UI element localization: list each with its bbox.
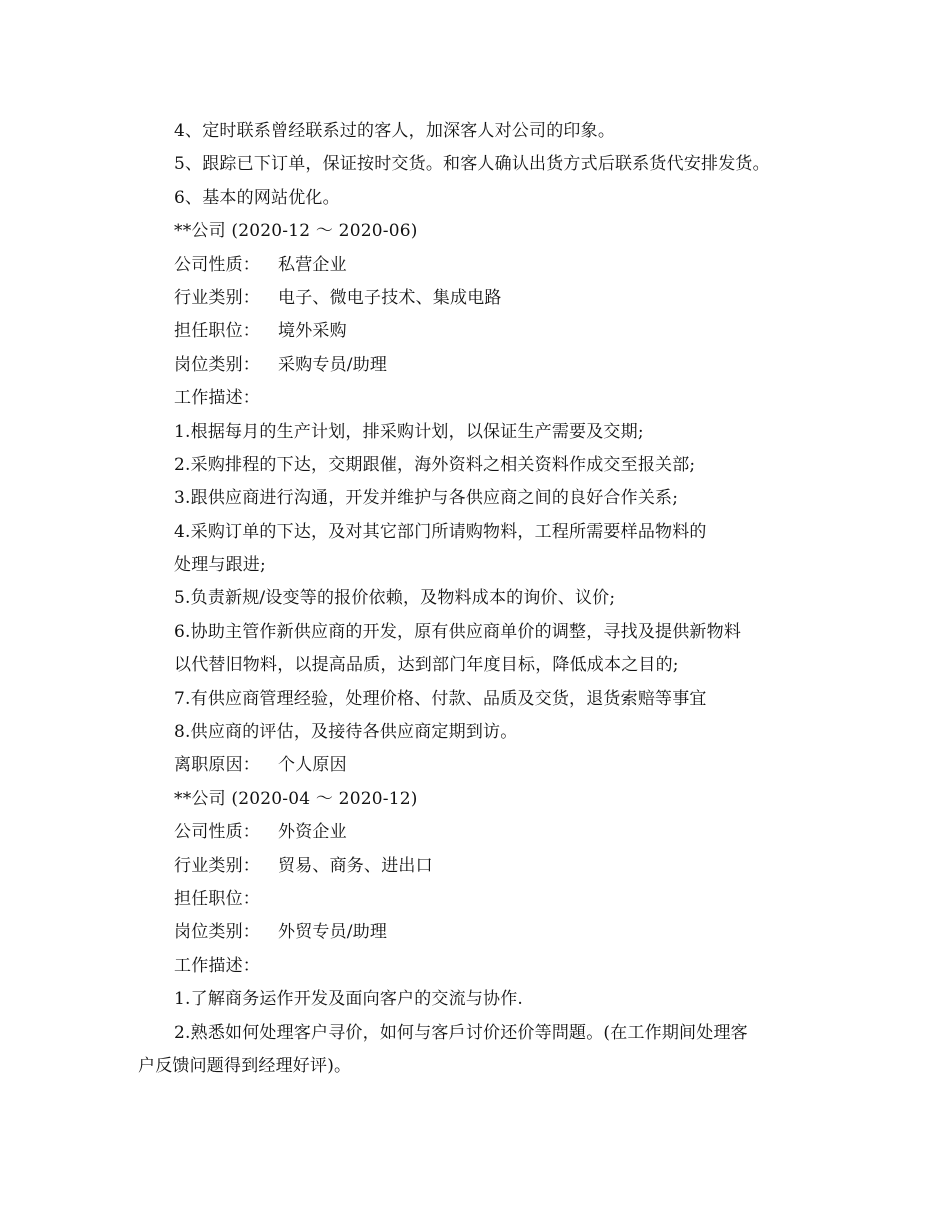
company1-desc-label: 工作描述： [174, 388, 260, 409]
company1-industry [174, 282, 854, 315]
company1-industry-value: 电子、微电子技术、集成电路 [278, 287, 502, 308]
company1-header: **公司 (2020-12 ～ 2020-06) [174, 221, 418, 242]
company1-nature-label: 公司性质： [174, 254, 260, 275]
company2-category-label: 岗位类别： [174, 922, 260, 943]
company1-nature-value: 私营企业 [278, 254, 347, 275]
company2-header: **公司 (2020-04 ～ 2020-12) [174, 788, 418, 809]
duty-line-4: 4、定时联系曾经联系过的客人，加深客人对公司的印象。 [174, 121, 616, 141]
company2-industry [174, 850, 854, 883]
company2-category [174, 916, 854, 949]
company2-position-label: 担任职位： [174, 888, 260, 909]
company2-position [174, 883, 854, 916]
company1-category-label: 岗位类别： [174, 354, 260, 375]
duty-line-5: 5、跟踪已下订单，保证按时交货。和客人确认出货方式后联系货代安排发货。 [174, 154, 770, 175]
company1-industry-label: 行业类别： [174, 287, 260, 308]
company2-desc-line: 2.熟悉如何处理客户寻价，如何与客戶讨价还价等問題。(在工作期间处理客 [174, 1022, 748, 1043]
company1-leave [174, 749, 854, 782]
company2-nature [174, 816, 854, 849]
company1-category [174, 349, 854, 382]
company2-category-value: 外贸专员/助理 [278, 922, 388, 943]
company2-industry-label: 行业类别： [174, 855, 260, 876]
company1-desc-line: 3.跟供应商进行沟通，开发并维护与各供应商之间的良好合作关系; [174, 488, 679, 509]
company1-leave-label: 离职原因： [174, 755, 260, 776]
company2-nature-label: 公司性质： [174, 822, 260, 843]
company1-desc-line: 以代替旧物料，以提高品质，达到部门年度目标，降低成本之目的; [174, 655, 679, 676]
company1-position-value: 境外采购 [278, 321, 347, 342]
company1-position [174, 315, 854, 348]
resume-body [138, 115, 854, 1083]
company1-nature [174, 249, 854, 282]
company1-desc-line: 1.根据每月的生产计划，排采购计划，以保证生产需要及交期; [174, 421, 644, 442]
duty-line-6: 6、基本的网站优化。 [174, 187, 340, 208]
company1-desc-line: 2.采购排程的下达，交期跟催，海外资料之相关资料作成交至报关部; [174, 454, 696, 475]
company1-leave-value: 个人原因 [278, 755, 347, 776]
company1-desc-line: 6.协助主管作新供应商的开发，原有供应商单价的调整，寻找及提供新物料 [174, 621, 742, 642]
company2-industry-value: 贸易、商务、进出口 [278, 855, 433, 876]
company2-desc-tail: 户反馈问题得到经理好评)。 [138, 1055, 352, 1076]
company2-nature-value: 外资企业 [278, 822, 347, 843]
company1-desc-line: 处理与跟进; [174, 555, 266, 576]
company1-desc-line: 7.有供应商管理经验，处理价格、付款、品质及交货，退货索赔等事宜 [174, 688, 707, 709]
company2-desc-label: 工作描述： [174, 955, 260, 976]
company1-desc-line: 4.采购订单的下达，及对其它部门所请购物料，工程所需要样品物料的 [174, 521, 707, 542]
company1-category-value: 采购专员/助理 [278, 354, 388, 375]
company1-desc-line: 8.供应商的评估，及接待各供应商定期到访。 [174, 722, 518, 743]
company2-desc-line: 1.了解商务运作开发及面向客户的交流与协作. [174, 989, 524, 1010]
company1-desc-line: 5.负责新规/设变等的报价依赖，及物料成本的询价、议价; [174, 588, 616, 609]
company1-position-label: 担任职位： [174, 321, 260, 342]
